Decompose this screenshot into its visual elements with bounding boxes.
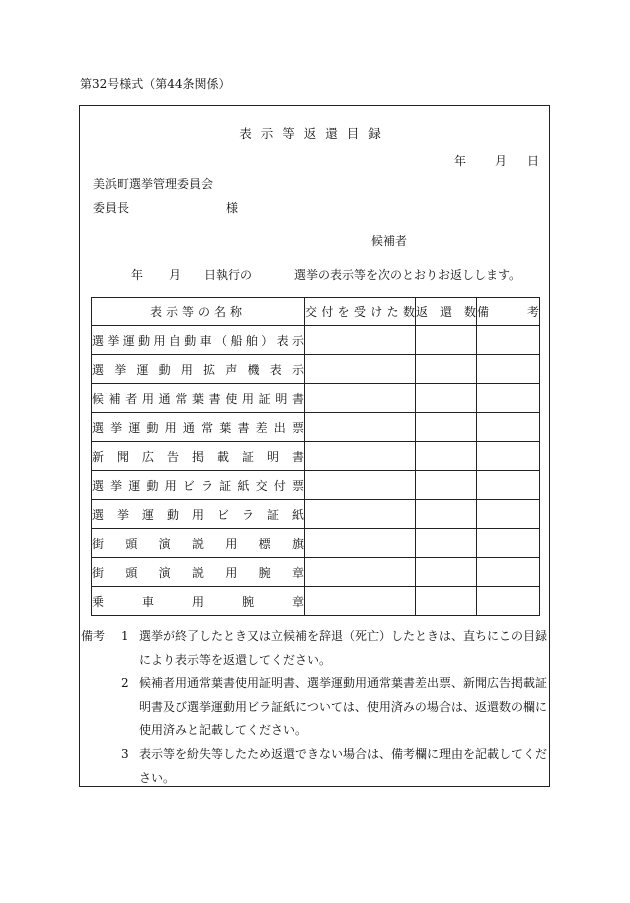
addressee-committee: 美浜町選挙管理委員会: [93, 177, 214, 191]
intro-held-label: 日執行の: [204, 268, 253, 282]
remarks-cell[interactable]: [477, 384, 540, 413]
returned-count-cell[interactable]: [416, 413, 477, 442]
returned-count-cell[interactable]: [416, 558, 477, 587]
note-text: 候補者用通常葉書使用証明書、選挙運動用通常葉書差出票、新聞広告掲載証明書及び選挙運動用ビラ証紙については、使用済みの場合は、返還数の欄に使用済みと記載してください。: [139, 676, 548, 737]
received-count-cell[interactable]: [305, 384, 416, 413]
date-day-label: 日: [527, 154, 540, 168]
received-count-cell[interactable]: [305, 413, 416, 442]
table-row: [92, 587, 540, 616]
item-name-cell: 新聞広告掲載証明書: [92, 442, 305, 471]
addressee-honorific: 様: [226, 201, 239, 215]
note-item-1: [121, 625, 547, 672]
received-count-cell[interactable]: [305, 326, 416, 355]
remarks-cell[interactable]: [477, 326, 540, 355]
returned-count-cell[interactable]: [416, 442, 477, 471]
addressee-chair: 委員長: [93, 201, 130, 215]
candidate-label: 候補者: [371, 234, 408, 248]
table-row: [92, 355, 540, 384]
remarks-cell[interactable]: [477, 413, 540, 442]
date-month-label: 月: [495, 154, 508, 168]
form-title: 表示等返還目録: [239, 126, 390, 141]
item-name-cell: 乗車用腕章: [92, 587, 305, 616]
item-name-cell: 選挙運動用拡声機表示: [92, 355, 305, 384]
note-text: 表示等を紛失等したため返還できない場合は、備考欄に理由を記載してください。: [139, 747, 548, 785]
returned-count-cell[interactable]: [416, 326, 477, 355]
returned-count-cell[interactable]: [416, 471, 477, 500]
note-number: 1: [121, 629, 129, 643]
remarks-cell[interactable]: [477, 355, 540, 384]
returned-count-cell[interactable]: [416, 529, 477, 558]
remarks-cell[interactable]: [477, 500, 540, 529]
note-number: 2: [121, 676, 129, 690]
returned-count-cell[interactable]: [416, 500, 477, 529]
received-count-cell[interactable]: [305, 558, 416, 587]
item-name-cell: 街頭演説用腕章: [92, 558, 305, 587]
table-row: [92, 442, 540, 471]
table-header-row: [92, 298, 540, 326]
remarks-cell[interactable]: [477, 587, 540, 616]
intro-sentence: 選挙の表示等を次のとおりお返しします。: [294, 268, 522, 282]
note-item-2: [121, 672, 547, 743]
notes-label: 備考: [81, 629, 106, 643]
intro-month-label: 月: [169, 268, 182, 282]
note-item-3: [121, 743, 547, 790]
remarks-cell[interactable]: [477, 529, 540, 558]
table-row: [92, 529, 540, 558]
item-name-cell: 選挙運動用通常葉書差出票: [92, 413, 305, 442]
remarks-cell[interactable]: [477, 442, 540, 471]
table-row: [92, 558, 540, 587]
returned-count-cell[interactable]: [416, 384, 477, 413]
return-items-table: [91, 297, 540, 616]
header-remarks: 備考: [477, 298, 540, 326]
table-row: [92, 384, 540, 413]
returned-count-cell[interactable]: [416, 355, 477, 384]
note-number: 3: [121, 747, 129, 761]
table-row: [92, 500, 540, 529]
header-received-count: 交付を受けた数: [305, 298, 416, 326]
header-item-name: 表示等の名称: [92, 298, 305, 326]
header-returned-count: 返還数: [416, 298, 477, 326]
item-name-cell: 街頭演説用標旗: [92, 529, 305, 558]
item-name-cell: 選挙運動用自動車（船舶）表示: [92, 326, 305, 355]
received-count-cell[interactable]: [305, 500, 416, 529]
intro-year-label: 年: [131, 268, 144, 282]
item-name-cell: 候補者用通常葉書使用証明書: [92, 384, 305, 413]
item-name-cell: 選挙運動用ビラ証紙交付票: [92, 471, 305, 500]
received-count-cell[interactable]: [305, 587, 416, 616]
returned-count-cell[interactable]: [416, 587, 477, 616]
item-name-cell: 選挙運動用ビラ証紙: [92, 500, 305, 529]
table-row: [92, 326, 540, 355]
received-count-cell[interactable]: [305, 442, 416, 471]
date-year-label: 年: [454, 154, 467, 168]
form-number: 第32号様式（第44条関係）: [80, 77, 231, 91]
received-count-cell[interactable]: [305, 529, 416, 558]
received-count-cell[interactable]: [305, 355, 416, 384]
remarks-cell[interactable]: [477, 471, 540, 500]
table-row: [92, 413, 540, 442]
note-text: 選挙が終了したとき又は立候補を辞退（死亡）したときは、直ちにこの目録により表示等を返還してください。: [139, 629, 548, 667]
remarks-cell[interactable]: [477, 558, 540, 587]
received-count-cell[interactable]: [305, 471, 416, 500]
table-row: [92, 471, 540, 500]
